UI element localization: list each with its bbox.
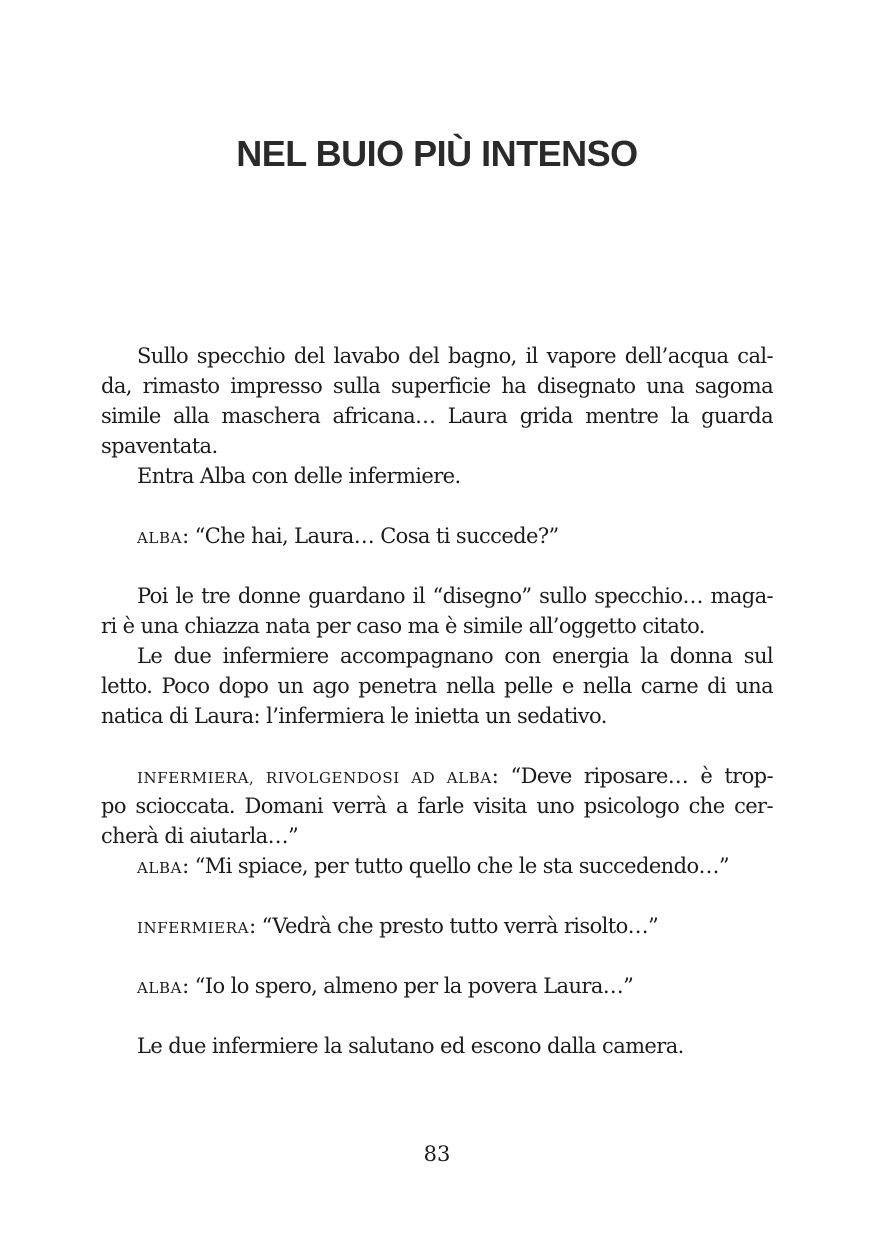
- dialogue-5-text: “Io lo spero, almeno per la povera Laura…”: [188, 974, 634, 998]
- paragraph-1-line-4: spaventata.: [101, 434, 218, 458]
- dialogue-2-text: “Deve riposare… è trop-: [498, 764, 773, 788]
- dialogue-2-speaker: INFERMIERA, RIVOLGENDOSI AD ALBA: [137, 769, 492, 787]
- paragraph-2-line-1: Entra Alba con delle infermiere.: [137, 464, 461, 488]
- paragraph-1-line-3: simile alla maschera africana… Laura grida mentre la guarda: [101, 404, 773, 428]
- dialogue-5-speaker: ALBA: [137, 979, 183, 997]
- dialogue-4-separator: :: [249, 914, 256, 938]
- chapter-title: NEL BUIO PIÙ INTENSO: [236, 133, 638, 174]
- dialogue-3-separator: :: [182, 854, 189, 878]
- dialogue-2-line-3: cherà di aiutarla…”: [101, 824, 299, 848]
- dialogue-1-separator: :: [182, 524, 189, 548]
- dialogue-4-speaker: INFERMIERA: [137, 919, 250, 937]
- dialogue-5-separator: :: [182, 974, 189, 998]
- paragraph-3-line-2: ri è una chiazza nata per caso ma è simile all’oggetto citato.: [101, 614, 705, 638]
- paragraph-5-line-1: Le due infermiere la salutano ed escono dalla camera.: [137, 1034, 684, 1058]
- dialogue-1-line-1: [137, 521, 773, 551]
- dialogue-3-speaker: ALBA: [137, 859, 183, 877]
- dialogue-2-line-1: [137, 761, 773, 791]
- paragraph-4-line-1: Le due infermiere accompagnano con energia la donna sul: [137, 644, 773, 668]
- dialogue-2-separator: :: [491, 764, 499, 788]
- dialogue-4-line-1: [137, 911, 773, 941]
- dialogue-5-line-1: [137, 971, 773, 1001]
- dialogue-2-line-2: po scioccata. Domani verrà a farle visita uno psicologo che cer-: [101, 794, 773, 818]
- paragraph-1-line-2: da, rimasto impresso sulla superficie ha disegnato una sagoma: [101, 374, 773, 398]
- page-number: 83: [423, 1142, 451, 1166]
- paragraph-4-line-2: letto. Poco dopo un ago penetra nella pelle e nella carne di una: [101, 674, 773, 698]
- dialogue-3-line-1: [137, 851, 773, 881]
- paragraph-1-line-1: Sullo specchio del lavabo del bagno, il vapore dell’acqua cal-: [137, 344, 773, 368]
- paragraph-4-line-3: natica di Laura: l’infermiera le inietta un sedativo.: [101, 704, 607, 728]
- dialogue-4-text: “Vedrà che presto tutto verrà risolto…”: [255, 914, 659, 938]
- paragraph-3-line-1: Poi le tre donne guardano il “disegno” sullo specchio… maga-: [137, 584, 773, 608]
- dialogue-1-speaker: ALBA: [137, 529, 183, 547]
- dialogue-1-text: “Che hai, Laura… Cosa ti succede?”: [188, 524, 559, 548]
- dialogue-3-text: “Mi spiace, per tutto quello che le sta succedendo…”: [188, 854, 730, 878]
